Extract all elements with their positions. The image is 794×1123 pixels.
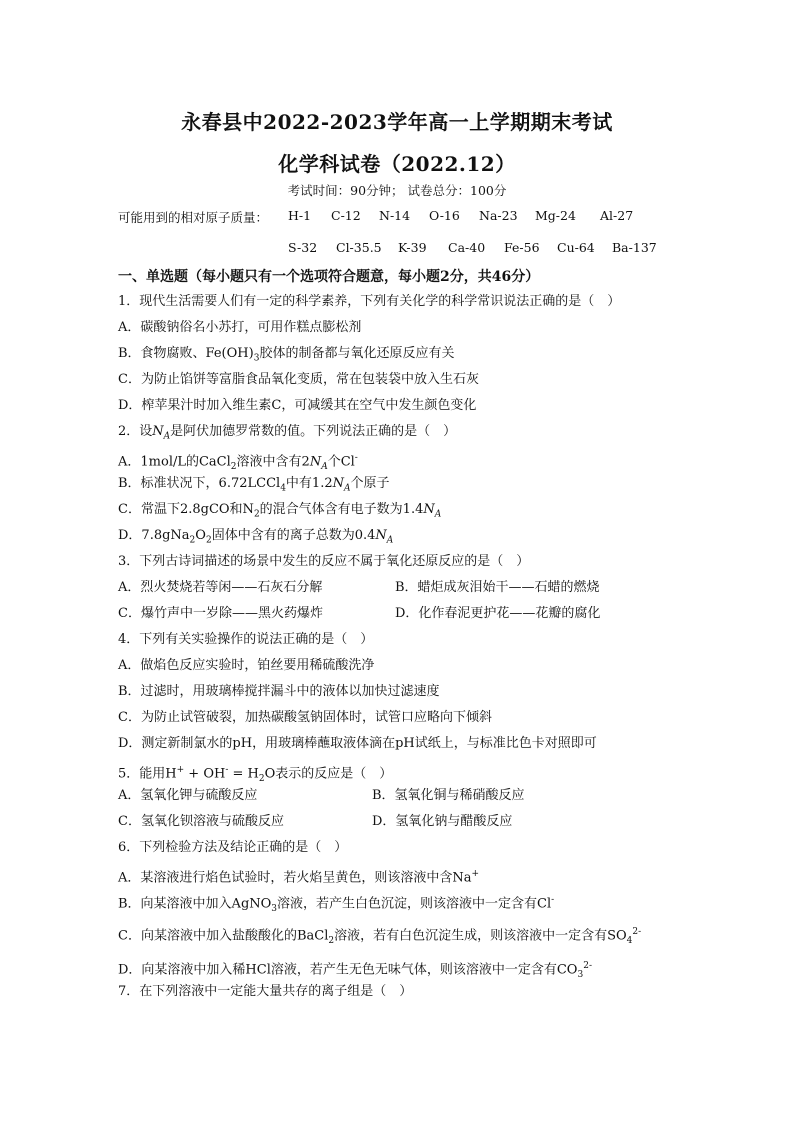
atomic-mass-item: S-32 — [288, 240, 318, 255]
question-5-stem: 5．能用$H^+ + OH^- = H_2O$表示的反应是（ ） — [118, 765, 393, 784]
question-1-option-b: B．食物腐败、$Fe(OH)_3$胶体的制备都与氧化还原反应有关 — [118, 346, 455, 364]
atomic-mass-item: K-39 — [398, 240, 427, 255]
question-5-option-c: C．氢氧化钡溶液与硫酸反应 — [118, 814, 284, 829]
question-1-option-d: D．榨苹果汁时加入维生素C，可减缓其在空气中发生颜色变化 — [118, 398, 477, 413]
atomic-mass-item: Na-23 — [479, 208, 518, 223]
question-7-stem: 7．在下列溶液中一定能大量共存的离子组是（ ） — [118, 984, 413, 999]
atomic-mass-item: N-14 — [379, 208, 411, 223]
atomic-mass-item: Ca-40 — [448, 240, 486, 255]
atomic-mass-item: O-16 — [429, 208, 460, 223]
question-5-option-a: A．氢氧化钾与硫酸反应 — [118, 788, 258, 803]
question-1-stem: 1．现代生活需要人们有一定的科学素养，下列有关化学的科学常识说法正确的是（ ） — [118, 294, 621, 309]
question-4-option-a: A．做焰色反应实验时，铂丝要用稀硫酸洗净 — [118, 658, 375, 673]
atomic-mass-item: Mg-24 — [535, 208, 576, 223]
exam-subtitle: 化学科试卷（2022.12） — [278, 152, 516, 176]
question-3-option-a: A．烈火焚烧若等闲——石灰石分解 — [118, 580, 323, 595]
question-4-option-c: C．为防止试管破裂，加热碳酸氢钠固体时，试管口应略向下倾斜 — [118, 710, 492, 725]
question-5-option-b: B．氢氧化铜与稀硝酸反应 — [372, 788, 525, 803]
atomic-mass-item: C-12 — [331, 208, 361, 223]
atomic-mass-item: H-1 — [288, 208, 312, 223]
question-4-option-d: D．测定新制氯水的pH，用玻璃棒蘸取液体滴在pH试纸上，与标准比色卡对照即可 — [118, 736, 597, 751]
question-6-option-d: D．向某溶液中加入稀HCl溶液，若产生无色无味气体，则该溶液中一定含有$CO_3^{2-}$ — [118, 961, 592, 980]
question-4-stem: 4．下列有关实验操作的说法正确的是（ ） — [118, 632, 374, 647]
question-2-stem: 2．设$N_A$是阿伏加德罗常数的值。下列说法正确的是（ ） — [118, 424, 457, 442]
atomic-mass-label: 可能用到的相对原子质量： — [118, 210, 269, 225]
exam-title: 永春县中2022-2023学年高一上学期期末考试 — [181, 110, 613, 134]
question-1-option-c: C．为防止馅饼等富脂食品氧化变质，常在包装袋中放入生石灰 — [118, 372, 479, 387]
question-3-option-d: D．化作春泥更护花——花瓣的腐化 — [395, 606, 601, 621]
atomic-mass-item: Ba-137 — [612, 240, 657, 255]
question-2-option-a: A．1mol/L的CaCl$_2$溶液中含有$2N_A$个Cl- — [118, 453, 358, 472]
question-2-option-d: D．$7.8gNa_2O_2$固体中含有的离子总数为$0.4N_A$ — [118, 528, 394, 546]
question-6-option-b: B．向某溶液中加入AgNO$_3$溶液，若产生白色沉淀，则该溶液中一定含有Cl- — [118, 895, 555, 914]
question-6-option-c: C．向某溶液中加入盐酸酸化的BaCl$_2$溶液，若有白色沉淀生成，则该溶液中一定含有$SO_4^{2-}$ — [118, 927, 642, 946]
question-6-option-a: A．某溶液进行焰色试验时，若火焰呈黄色，则该溶液中含Na+ — [118, 869, 480, 886]
question-5-option-d: D．氢氧化钠与醋酸反应 — [372, 814, 513, 829]
section-heading: 一、单选题（每小题只有一个选项符合题意，每小题2分，共46分） — [118, 269, 540, 285]
atomic-mass-item: Fe-56 — [504, 240, 540, 255]
atomic-mass-item: Cl-35.5 — [336, 240, 382, 255]
question-1-option-a: A．碳酸钠俗名小苏打，可用作糕点膨松剂 — [118, 320, 362, 335]
question-6-stem: 6．下列检验方法及结论正确的是（ ） — [118, 840, 348, 855]
question-3-option-c: C．爆竹声中一岁除——黑火药爆炸 — [118, 606, 323, 621]
question-2-option-c: C．常温下2.8gCO和$N_2$的混合气体含有电子数为$1.4N_A$ — [118, 502, 442, 520]
question-3-stem: 3．下列古诗词描述的场景中发生的反应不属于氧化还原反应的是（ ） — [118, 554, 530, 569]
question-4-option-b: B．过滤时，用玻璃棒搅拌漏斗中的液体以加快过滤速度 — [118, 684, 440, 699]
question-2-option-b: B．标准状况下，6.72LCCl$_4$中有$1.2N_A$个原子 — [118, 476, 390, 494]
question-3-option-b: B．蜡炬成灰泪始干——石蜡的燃烧 — [395, 580, 600, 595]
atomic-mass-item: Cu-64 — [557, 240, 595, 255]
atomic-mass-item: Al-27 — [600, 208, 634, 223]
exam-info: 考试时间：90分钟； 试卷总分：100分 — [287, 183, 507, 198]
